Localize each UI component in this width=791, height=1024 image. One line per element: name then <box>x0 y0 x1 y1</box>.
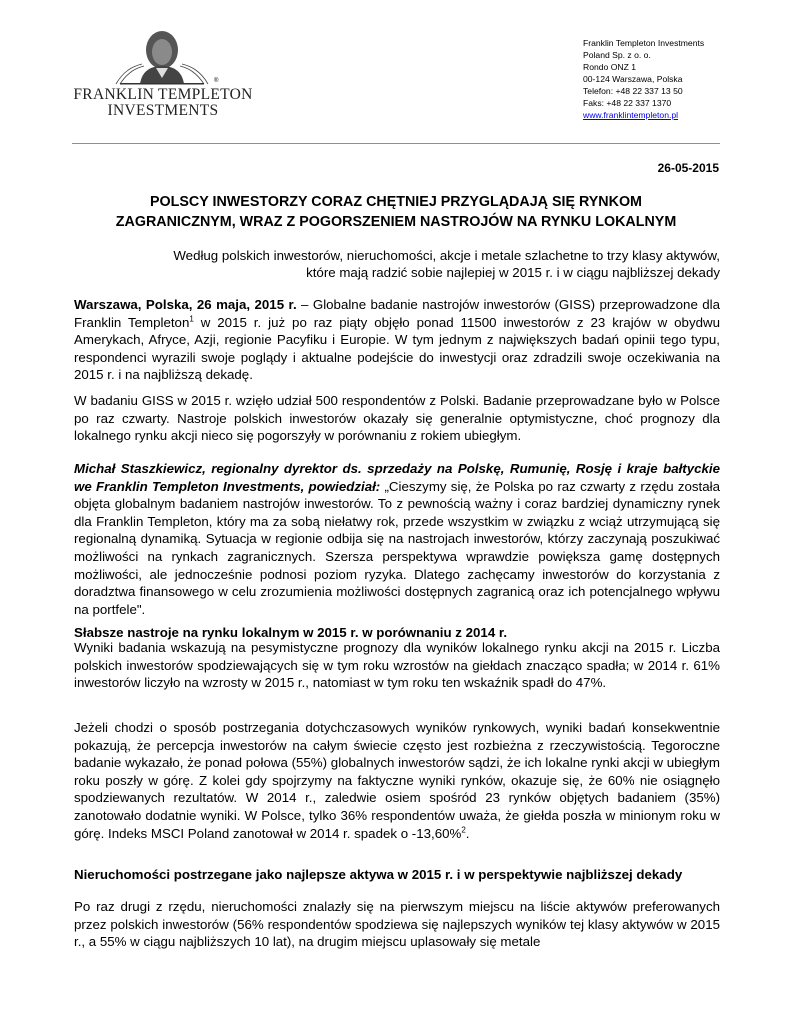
logo-line-2: INVESTMENTS <box>107 102 219 119</box>
subtitle-line-2: które mają radzić sobie najlepiej w 2015 r. i w ciągu najbliższej dekady <box>306 265 720 280</box>
website-link[interactable]: www.franklintempleton.pl <box>583 110 679 120</box>
company-address <box>583 37 704 121</box>
portrait-emblem-icon <box>110 28 214 86</box>
title-line-1: POLSCY INWESTORZY CORAZ CHĘTNIEJ PRZYGLĄDAJĄ SIĘ RYNKOM <box>150 194 642 210</box>
section-heading-local-market: Słabsze nastroje na rynku lokalnym w 2015 r. w porównaniu z 2014 r. <box>74 625 508 640</box>
paragraph-quote <box>74 460 720 618</box>
paragraph-perception <box>74 719 720 842</box>
paragraph-local-market: Wyniki badania wskazują na pesymistyczne prognozy dla wyników lokalnego rynku akcji na 2015 r. Liczba polskich inwestorów spodziewających się w tym roku wzrostów na giełdach znacząco spadła; w 2014 r. 61% inwestorów liczyło na wzrosty w 2015 r., natomiast w tym roku ten wskaźnik spadł do 47%. <box>74 640 720 691</box>
title-line-2: ZAGRANICZNYM, WRAZ Z POGORSZENIEM NASTROJÓW NA RYNKU LOKALNYM <box>115 214 677 230</box>
paragraph-real-estate: Po raz drugi z rzędu, nieruchomości znalazły się na pierwszym miejscu na liście aktywów preferowanych przez polskich inwestorów (56% respondentów spodziewa się najlepszych wyników tej klasy aktywów w 2015 r., a 55% w ciągu najbliższych 10 lat), na drugim miejscu uplasowały się metale <box>74 899 720 950</box>
document-date: 26-05-2015 <box>657 161 719 175</box>
paragraph-intro <box>74 296 720 384</box>
quote-text: „Cieszymy się, że Polska po raz czwarty z rzędu została objęta globalnym badaniem nastrojów inwestorów. To z pewnością ważny i coraz bardziej dynamiczny rynek dla Franklin Templeton, który ma za sobą niełatwy rok, przede wszystkim w związku z wciąż utrzymującą się regionalną dynamiką. Sytuacja w regionie odbija się na nastrojach inwestorów, którzy zaczynają poszukiwać możliwości na rynkach zagranicznych. Szersza perspektywa wprawdzie powiększa gamę dostępnych możliwości, ale jednocześnie podnosi poziom ryzyka. Dlatego zachęcamy inwestorów do korzystania z doradztwa finansowego w celu zrozumienia możliwości dostępnych zagranicą oraz ich potencjalnego wpływu na portfele". <box>74 478 720 617</box>
address-fax: Faks: +48 22 337 1370 <box>583 98 672 108</box>
paragraph-perception-end: . <box>465 825 470 841</box>
paragraph-perception-text: Jeżeli chodzi o sposób postrzegania dotychczasowych wyników rynkowych, wyniki badań konsekwentnie pokazują, że percepcja inwestorów na całym świecie często jest rozbieżna z rzeczywistością. Tegoroczne badanie wykazało, że ponad połowa (55%) globalnych inwestorów sądzi, że ich lokalne rynki akcji w ubiegłym roku poszły w górę. Z kolei gdy spojrzymy na faktyczne wyniki rynków, okazuje się, że 60% nie osiągnęło spodziewanych rezultatów. W 2014 r., zaledwie osiem spośród 23 rynków objętych badaniem (35%) zanotowało dodatnie wyniki. W Polsce, tylko 36% respondentów uważa, że giełda poszła w minionym roku w górę. Indeks MSCI Poland zanotował w 2014 r. spadek o -13,60% <box>74 720 720 841</box>
dateline: Warszawa, Polska, 26 maja, 2015 r. <box>74 297 297 312</box>
quote-speaker: Michał Staszkiewicz, regionalny dyrektor ds. sprzedaży na Polskę, Rumunię, Rosję i kraje bałtyckie we Franklin Templeton Investments, powiedział: <box>74 461 720 494</box>
document-subtitle <box>120 247 720 281</box>
registered-mark: ® <box>214 78 219 84</box>
footnote-ref-2: 2 <box>461 825 466 835</box>
paragraph-intro-text-a: – Globalne badanie nastrojów inwestorów (GISS) przeprowadzone dla Franklin Templeton <box>74 297 720 330</box>
address-company: Franklin Templeton Investments <box>583 38 705 48</box>
header-divider <box>72 143 720 144</box>
address-city: 00-124 Warszawa, Polska <box>583 74 683 84</box>
paragraph-poland-survey: W badaniu GISS w 2015 r. wzięło udział 500 respondentów z Polski. Badanie przeprowadzane było w Polsce po raz czwarty. Nastroje polskich inwestorów okazały się generalnie optymistyczne, choć prognozy dla lokalnego rynku akcji nieco się pogorszyły w porównaniu z rokiem ubiegłym. <box>74 393 720 444</box>
section-heading-real-estate: Nieruchomości postrzegane jako najlepsze aktywa w 2015 r. i w perspektywie najbliższej dekady <box>74 867 683 882</box>
document-title <box>72 192 720 232</box>
franklin-templeton-logo <box>72 28 252 118</box>
paragraph-intro-text-b: w 2015 r. już po raz piąty objęło ponad 11500 inwestorów z 23 krajów w obydwu Amerykach, Afryce, Azji, regionie Pacyfiku i Europie. W tym jednym z największych badań opinii tego typu, respondenci wyrazili swoje poglądy i aktualne podejście do inwestycji oraz zdradzili swoje oczekiwania na 2015 r. i na najbliższą dekadę. <box>74 314 720 383</box>
address-entity: Poland Sp. z o. o. <box>583 50 651 60</box>
address-street: Rondo ONZ 1 <box>583 62 637 72</box>
footnote-ref-1: 1 <box>189 314 194 324</box>
subtitle-line-1: Według polskich inwestorów, nieruchomości, akcje i metale szlachetne to trzy klasy aktywów, <box>173 248 720 263</box>
logo-line-1: FRANKLIN TEMPLETON <box>73 86 253 103</box>
address-phone: Telefon: +48 22 337 13 50 <box>583 86 683 96</box>
